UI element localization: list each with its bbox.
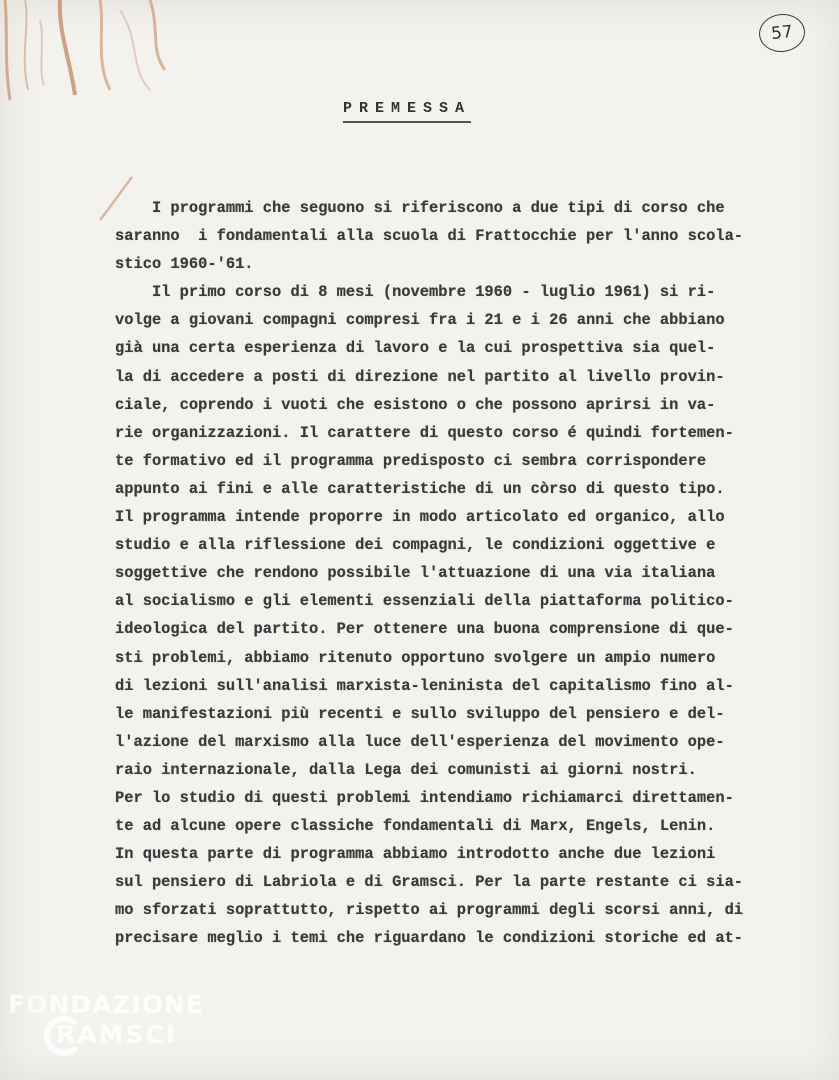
- text-line: saranno i fondamentali alla scuola di Frattocchie per l'anno scola-: [115, 227, 744, 246]
- fondazione-gramsci-watermark: [8, 990, 208, 1070]
- text-line: ciale, coprendo i vuoti che esistono o che possono aprirsi in va-: [115, 395, 716, 414]
- text-line: Il primo corso di 8 mesi (novembre 1960 - luglio 1961) si ri-: [115, 283, 716, 302]
- watermark-line1: FONDAZIONE: [8, 990, 205, 1019]
- text-line: raio internazionale, dalla Lega dei comunisti ai giorni nostri.: [115, 760, 697, 779]
- text-line: Per lo studio di questi problemi intendiamo richiamarci direttamen-: [115, 788, 734, 807]
- text-line: te formativo ed il programma predisposto ci sembra corrispondere: [115, 451, 707, 470]
- text-line: appunto ai fini e alle caratteristiche di un còrso di questo tipo.: [115, 479, 725, 498]
- page-number: 57: [757, 12, 807, 55]
- text-line: studio e alla riflessione dei compagni, le condizioni oggettive e: [115, 536, 716, 555]
- text-line: ideologica del partito. Per ottenere una buona comprensione di que-: [115, 620, 734, 639]
- watermark-line2: RAMSCI: [56, 1020, 178, 1049]
- stain-mark: [0, 0, 190, 110]
- text-line: sti problemi, abbiamo ritenuto opportuno svolgere un ampio numero: [115, 648, 716, 667]
- text-line: già una certa esperienza di lavoro e la cui prospettiva sia quel-: [115, 339, 716, 358]
- text-line: Il programma intende proporre in modo articolato ed organico, allo: [115, 508, 725, 527]
- text-line: mo sforzati soprattutto, rispetto ai programmi degli scorsi anni, di: [115, 901, 744, 920]
- text-line: precisare meglio i temi che riguardano le condizioni storiche ed at-: [115, 929, 744, 948]
- text-line: te ad alcune opere classiche fondamentali di Marx, Engels, Lenin.: [115, 817, 716, 836]
- text-line: al socialismo e gli elementi essenziali della piattaforma politico-: [115, 592, 734, 611]
- text-line: I programmi che seguono si riferiscono a due tipi di corso che: [115, 199, 725, 217]
- text-line: soggettive che rendono possibile l'attuazione di una via italiana: [115, 564, 716, 583]
- text-line: l'azione del marxismo alla luce dell'esperienza del movimento ope-: [115, 732, 725, 751]
- text-line: In questa parte di programma abbiamo introdotto anche due lezioni: [115, 845, 716, 864]
- text-line: sul pensiero di Labriola e di Gramsci. Per la parte restante ci sia-: [115, 873, 744, 892]
- text-line: stico 1960-'61.: [115, 255, 254, 274]
- document-body: [115, 194, 795, 953]
- text-line: volge a giovani compagni compresi fra i 21 e i 26 anni che abbiano: [115, 311, 725, 330]
- document-title: PREMESSA: [343, 100, 471, 123]
- text-line: rie organizzazioni. Il carattere di questo corso é quindi fortemen-: [115, 423, 734, 442]
- text-line: di lezioni sull'analisi marxista-leninista del capitalismo fino al-: [115, 676, 734, 695]
- text-line: la di accedere a posti di direzione nel partito al livello provin-: [115, 367, 725, 386]
- text-line: le manifestazioni più recenti e sullo sviluppo del pensiero e del-: [115, 704, 725, 723]
